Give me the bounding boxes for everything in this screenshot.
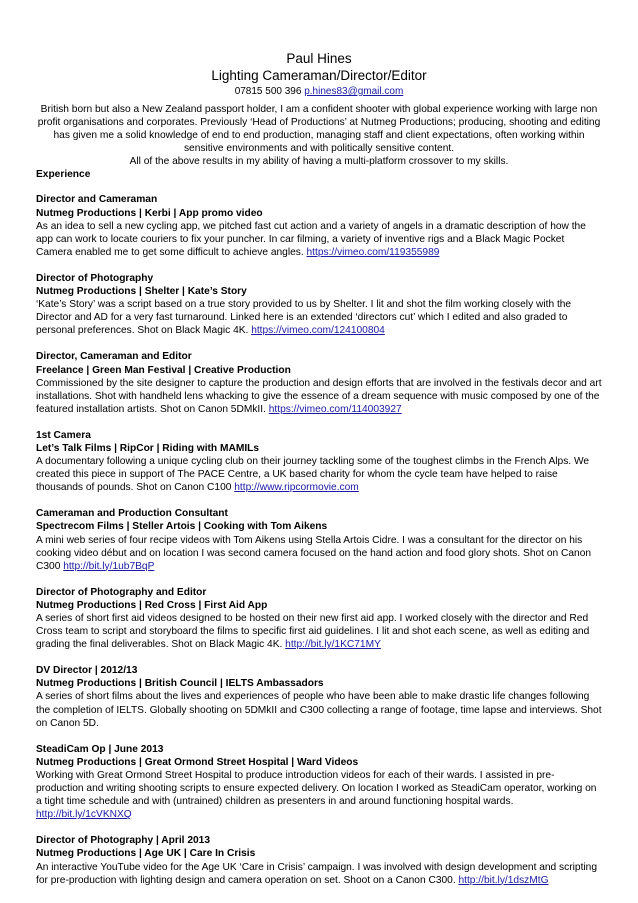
job-description-text: A mini web series of four recipe videos with Tom Aikens using Stella Artois Cidre. I was a consultant for the director on his cooking video début and on location I was second camera focused on the hand action and food glory shots. Shot on Canon C300: [36, 534, 592, 572]
resume-page: [36, 50, 602, 887]
job-company: Nutmeg Productions | Age UK | Care In Crisis: [36, 848, 256, 860]
contact-line: [36, 85, 602, 99]
job-description: [36, 861, 602, 887]
job-company: Nutmeg Productions | Kerbi | App promo video: [36, 207, 263, 219]
job-description-text: A series of short first aid videos designed to be hosted on their new first aid app. I worked closely with the director and Red Cross team to script and storyboard the films to specific first aid guidelines. I lit and shot each scene, as well as editing and grading the final deliverables. Shot on Black Magic 4K.: [36, 613, 590, 651]
job-description-text: An interactive YouTube video for the Age UK ‘Care in Crisis’ campaign. I was involved with design development and scripting for pre-production with lighting design and camera operation on set. Shoot on a Canon C300.: [36, 861, 597, 886]
job-title: Director and Cameraman: [36, 194, 158, 206]
job-description: [36, 220, 602, 259]
experience-entry: [36, 272, 602, 337]
experience-entry: [36, 743, 602, 822]
summary-paragraph: British born but also a New Zealand passport holder, I am a confident shooter with global experience working with large non profit organisations and corporates. Previously ‘Head of Productions’ at Nutmeg Productions; producing, shooting and editing has given me a solid knowledge of end to end production, managing staff and client expectations, often working within sensitive environments and with politically sensitive content.: [37, 104, 601, 155]
experience-entry: [36, 834, 602, 886]
job-description: [36, 298, 602, 337]
job-description: [36, 377, 602, 416]
job-description-text: As an idea to sell a new cycling app, we pitched fast cut action and a variety of angels in a dramatic description of how the app can work to locate couriers to fix your puncher. In car filming, a variety of inventive rigs and a Black Magic Pocket Camera enabled me to get some difficult to achieve angles.: [36, 220, 586, 258]
experience-entry: [36, 429, 602, 494]
experience-entry: [36, 664, 602, 729]
job-link[interactable]: https://vimeo.com/119355989: [306, 246, 440, 258]
job-company: Nutmeg Productions | Red Cross | First Aid App: [36, 599, 268, 611]
person-name: Paul Hines: [286, 51, 352, 66]
job-company: Freelance | Green Man Festival | Creative Production: [36, 364, 291, 376]
job-link[interactable]: https://vimeo.com/124100804: [251, 325, 385, 337]
experience-heading: Experience: [36, 169, 91, 181]
experience-entry: [36, 586, 602, 651]
experience-list: [36, 193, 602, 886]
job-link[interactable]: http://bit.ly/1dszMtG: [458, 874, 549, 886]
job-company: Let’s Talk Films | RipCor | Riding with MAMILs: [36, 442, 260, 454]
email-link[interactable]: p.hines83@gmail.com: [304, 86, 404, 97]
job-title: Director of Photography | April 2013: [36, 835, 210, 847]
job-title: 1st Camera: [36, 429, 91, 441]
job-title: Director of Photography and Editor: [36, 586, 207, 598]
job-link[interactable]: http://bit.ly/1cVKNXQ: [36, 809, 132, 821]
job-description: [36, 769, 602, 821]
job-description-text: Working with Great Ormond Street Hospital to produce introduction videos for each of their wards. I assisted in pre-production and writing shooting scripts to ensure expected delivery. On location I worked as SteadiCam operator, working on a tight time schedule and with (untrained) children as presenters in and around functioning hospital wards.: [36, 769, 597, 808]
job-title: Cameraman and Production Consultant: [36, 508, 228, 520]
job-company: Nutmeg Productions | British Council | IELTS Ambassadors: [36, 678, 324, 690]
phone-number: 07815 500 396: [234, 86, 302, 97]
experience-entry: [36, 193, 602, 258]
job-company: Spectrecom Films | Steller Artois | Cooking with Tom Aikens: [36, 521, 328, 533]
job-description: [36, 612, 602, 651]
job-title: Director of Photography: [36, 272, 154, 284]
job-link[interactable]: http://www.ripcormovie.com: [234, 482, 359, 494]
job-company: Nutmeg Productions | Great Ormond Street Hospital | Ward Videos: [36, 756, 359, 768]
job-title: Director, Cameraman and Editor: [36, 351, 192, 363]
job-description-text: A series of short films about the lives and experiences of people who have been able to make drastic life changes following the completion of IELTS. Globally shooting on 5DMkII and C300 collecting a range of footage, time lapse and interviews. Shot on Canon 5D.: [36, 691, 602, 729]
job-description: [36, 455, 602, 494]
job-company: Nutmeg Productions | Shelter | Kate’s Story: [36, 286, 247, 298]
job-link[interactable]: http://bit.ly/1KC71MY: [285, 639, 381, 651]
job-description-text: ‘Kate’s Story’ was a script based on a true story provided to us by Shelter. I lit and shot the film working closely with the Director and AD for a very fast turnaround. Linked here is an extended ‘directors cut’ which I edited and also graded to personal preferences. Shot on Black Magic 4K.: [36, 299, 572, 337]
experience-entry: [36, 507, 602, 572]
summary-closing: All of the above results in my ability of having a multi-platform crossover to my skills.: [129, 156, 509, 168]
job-title: SteadiCam Op | June 2013: [36, 743, 164, 755]
job-description: [36, 534, 602, 573]
job-description-text: A documentary following a unique cycling club on their journey tackling some of the toughest climbs in the French Alps. We created this piece in support of The PACE Centre, a UK based charity for whom the cycle team have helped to raise thousands of pounds. Shot on Canon C100: [36, 456, 590, 494]
job-link[interactable]: https://vimeo.com/114003927: [268, 403, 402, 415]
job-subtitle: Lighting Cameraman/Director/Editor: [211, 68, 427, 83]
summary: [36, 103, 602, 168]
job-link[interactable]: http://bit.ly/1ub7BqP: [63, 560, 155, 572]
job-title: DV Director | 2012/13: [36, 665, 138, 677]
experience-entry: [36, 350, 602, 415]
job-description-text: Commissioned by the site designer to capture the production and design efforts that are involved in the festivals decor and art installations. Shot with handheld lens whacking to give the essence of a dream sequence with music composed by one of the featured installation artists. Shot on Canon 5DMkII.: [36, 377, 602, 415]
job-description: [36, 690, 602, 729]
